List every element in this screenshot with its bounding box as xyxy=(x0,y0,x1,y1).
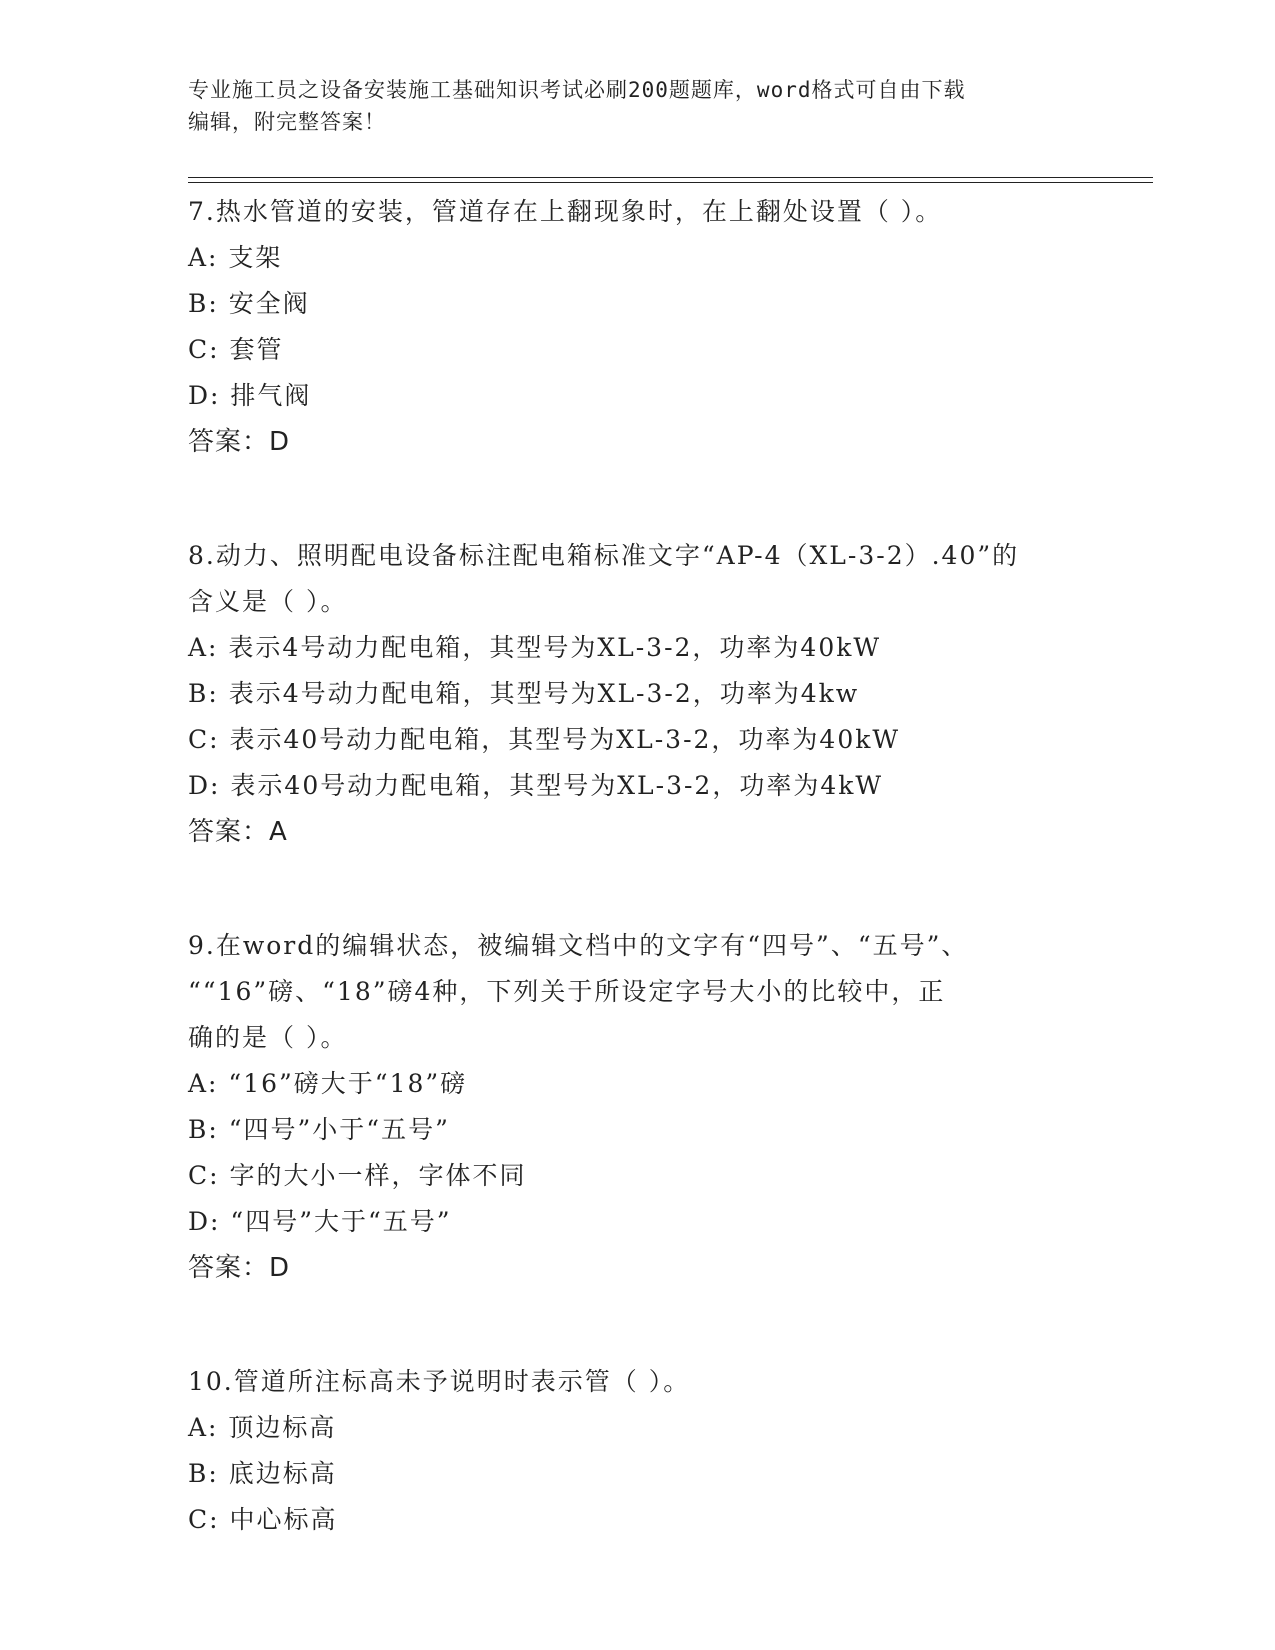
question-stem: 10.管道所注标高未予说明时表示管（ ）。 xyxy=(188,1367,691,1396)
question-stem: 8.动力、照明配电设备标注配电箱标准文字“AP-4（XL-3-2）.40”的 xyxy=(188,541,1020,570)
header-title-line2: 编辑，附完整答案！ xyxy=(188,110,386,134)
header-divider-bottom xyxy=(188,182,1153,183)
question-stem: 含义是（ ）。 xyxy=(188,587,348,616)
option-b: B: 底边标高 xyxy=(188,1459,337,1488)
question-spacer xyxy=(188,465,1088,533)
option-b: B: “四号”小于“五号” xyxy=(188,1115,450,1144)
question-7 xyxy=(188,189,1088,465)
question-10 xyxy=(188,1359,1088,1543)
option-a: A: 表示4号动力配电箱，其型号为XL-3-2，功率为40kW xyxy=(188,633,882,662)
question-8 xyxy=(188,533,1088,855)
question-stem: ““16”磅、“18”磅4种，下列关于所设定字号大小的比较中，正 xyxy=(188,977,946,1006)
option-a: A: 支架 xyxy=(188,243,283,272)
question-stem: 9.在word的编辑状态，被编辑文档中的文字有“四号”、“五号”、 xyxy=(188,931,969,960)
option-a: A: “16”磅大于“18”磅 xyxy=(188,1069,468,1098)
question-list xyxy=(188,189,1088,1543)
option-c: C: 套管 xyxy=(188,335,284,364)
option-b: B: 安全阀 xyxy=(188,289,310,318)
document-header xyxy=(188,74,1088,138)
answer: 答案：D xyxy=(188,427,291,457)
option-c: C: 字的大小一样，字体不同 xyxy=(188,1161,527,1190)
option-c: C: 中心标高 xyxy=(188,1505,338,1534)
question-stem: 7.热水管道的安装，管道存在上翻现象时，在上翻处设置（ ）。 xyxy=(188,197,943,226)
option-c: C: 表示40号动力配电箱，其型号为XL-3-2，功率为40kW xyxy=(188,725,901,754)
header-title-line1: 专业施工员之设备安装施工基础知识考试必刷200题题库，word格式可自由下载 xyxy=(188,78,966,102)
option-a: A: 顶边标高 xyxy=(188,1413,337,1442)
option-d: D: 表示40号动力配电箱，其型号为XL-3-2，功率为4kW xyxy=(188,771,884,800)
question-stem: 确的是（ ）。 xyxy=(188,1023,348,1052)
option-d: D: “四号”大于“五号” xyxy=(188,1207,452,1236)
answer: 答案：D xyxy=(188,1253,291,1283)
question-spacer xyxy=(188,1291,1088,1359)
question-9 xyxy=(188,923,1088,1291)
answer: 答案：A xyxy=(188,817,288,847)
option-d: D: 排气阀 xyxy=(188,381,312,410)
header-divider-top xyxy=(188,177,1153,178)
question-spacer xyxy=(188,855,1088,923)
option-b: B: 表示4号动力配电箱，其型号为XL-3-2，功率为4kw xyxy=(188,679,860,708)
